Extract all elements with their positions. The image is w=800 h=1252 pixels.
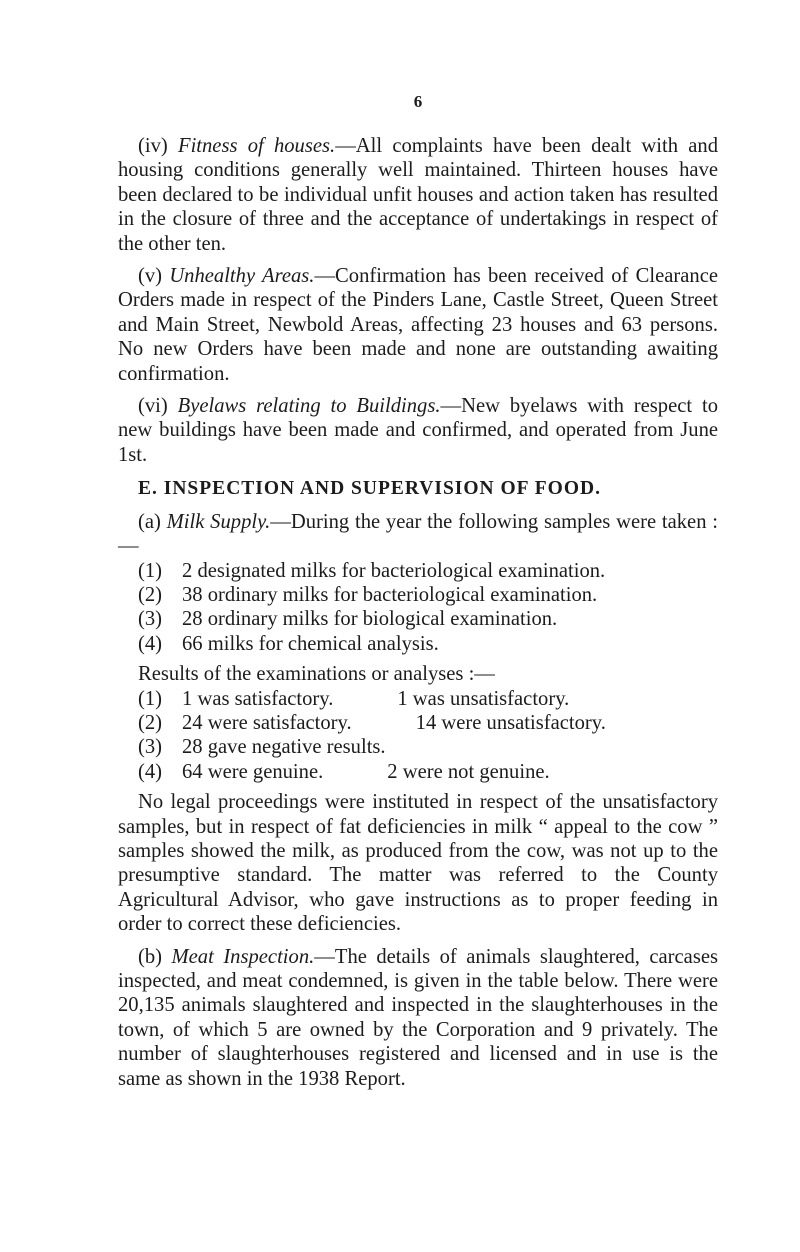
result-line: 28 gave negative results. <box>182 736 386 759</box>
list-item <box>118 583 718 607</box>
result-line: 1 was satisfactory. <box>182 687 334 710</box>
milk-samples-list <box>118 559 718 657</box>
list-item-number: (4) <box>138 632 163 655</box>
result-line: 64 were genuine. <box>182 760 324 783</box>
list-item-text: 38 ordinary milks for bacteriological examination. <box>182 583 598 606</box>
list-item-number: (1) <box>138 687 163 710</box>
byelaws-text: —New byelaws with respect to new buildings have been made and confirmed, and operated from June 1st. <box>118 395 718 466</box>
fitness-title: Fitness of houses. <box>177 135 336 157</box>
page-number: 6 <box>413 92 423 111</box>
list-item-number: (2) <box>138 583 163 606</box>
list-item <box>118 760 718 784</box>
unhealthy-number: (v) <box>138 265 163 288</box>
meat-number: (b) <box>138 945 163 968</box>
document-page <box>118 92 718 1099</box>
list-item <box>118 559 718 583</box>
list-item <box>118 687 718 711</box>
result-line: 24 were satisfactory. <box>182 711 352 734</box>
byelaws-paragraph <box>118 394 718 467</box>
list-item-number: (1) <box>138 559 163 582</box>
byelaws-title: Byelaws relating to Buildings. <box>177 395 441 418</box>
result-line: 1 was unsatisfactory. <box>397 687 570 710</box>
list-item-text: 66 milks for chemical analysis. <box>182 632 439 655</box>
list-item <box>118 607 718 631</box>
meat-text: —The details of animals slaughtered, carcases inspected, and meat condemned, is given in the table below. There were 20,135 animals slaughtered and inspected in the slaughterhouses in the town, of which 5 are owned by the Corporation and 9 privately. The number of slaughterhouses registered and licensed and in use is the same as shown in the 1938 Report. <box>118 945 718 1090</box>
fitness-paragraph <box>118 134 718 256</box>
result-line: 14 were unsatisfactory. <box>415 711 606 734</box>
unhealthy-areas-paragraph <box>118 264 718 386</box>
fitness-number: (iv) <box>138 135 168 157</box>
list-item-text: 2 designated milks for bacteriological examination. <box>182 559 606 582</box>
results-list <box>118 687 718 785</box>
results-intro: Results of the examinations or analyses :— <box>138 663 495 686</box>
meat-title: Meat Inspection. <box>171 945 315 968</box>
fitness-text: —All complaints have been dealt with and housing conditions generally well maintained. Thirteen houses have been declared to be individual unfit houses and action taken has resulted in the closure of three and the acceptance of undertakings in respect of the other ten. <box>118 135 719 255</box>
list-item <box>118 632 718 656</box>
byelaws-number: (vi) <box>138 395 168 418</box>
result-line: 2 were not genuine. <box>387 760 550 783</box>
list-item-text: 28 ordinary milks for biological examination. <box>182 608 558 631</box>
list-item <box>118 735 718 759</box>
list-item <box>118 711 718 735</box>
list-item-number: (4) <box>138 760 163 783</box>
milk-supply-intro <box>118 510 718 559</box>
milk-number: (a) <box>138 510 161 533</box>
unhealthy-text: —Confirmation has been received of Clearance Orders made in respect of the Pinders Lane, Castle Street, Queen Street and Main Street, Newbold Areas, affecting 23 houses and 63 persons. No new Orders have been made and none are outstanding awaiting confirmation. <box>118 265 718 385</box>
milk-title: Milk Supply. <box>166 510 271 533</box>
list-item-number: (3) <box>138 608 163 631</box>
section-e-heading: E. INSPECTION AND SUPERVISION OF FOOD. <box>138 478 601 500</box>
list-item-number: (3) <box>138 736 163 759</box>
list-item-number: (2) <box>138 711 163 734</box>
milk-closing-paragraph: No legal proceedings were instituted in respect of the unsatisfactory samples, but in respect of fat deficiencies in milk “ appeal to the cow ” samples showed the milk, as produced from the cow, was not up to the presumptive standard. The matter was referred to the County Agricultural Advisor, who gave instructions as to proper feeding in order to correct these deficiencies. <box>118 791 718 936</box>
unhealthy-title: Unhealthy Areas. <box>169 265 315 288</box>
meat-inspection-paragraph <box>118 945 718 1091</box>
milk-intro-text: —During the year the following samples were taken :— <box>118 510 718 558</box>
